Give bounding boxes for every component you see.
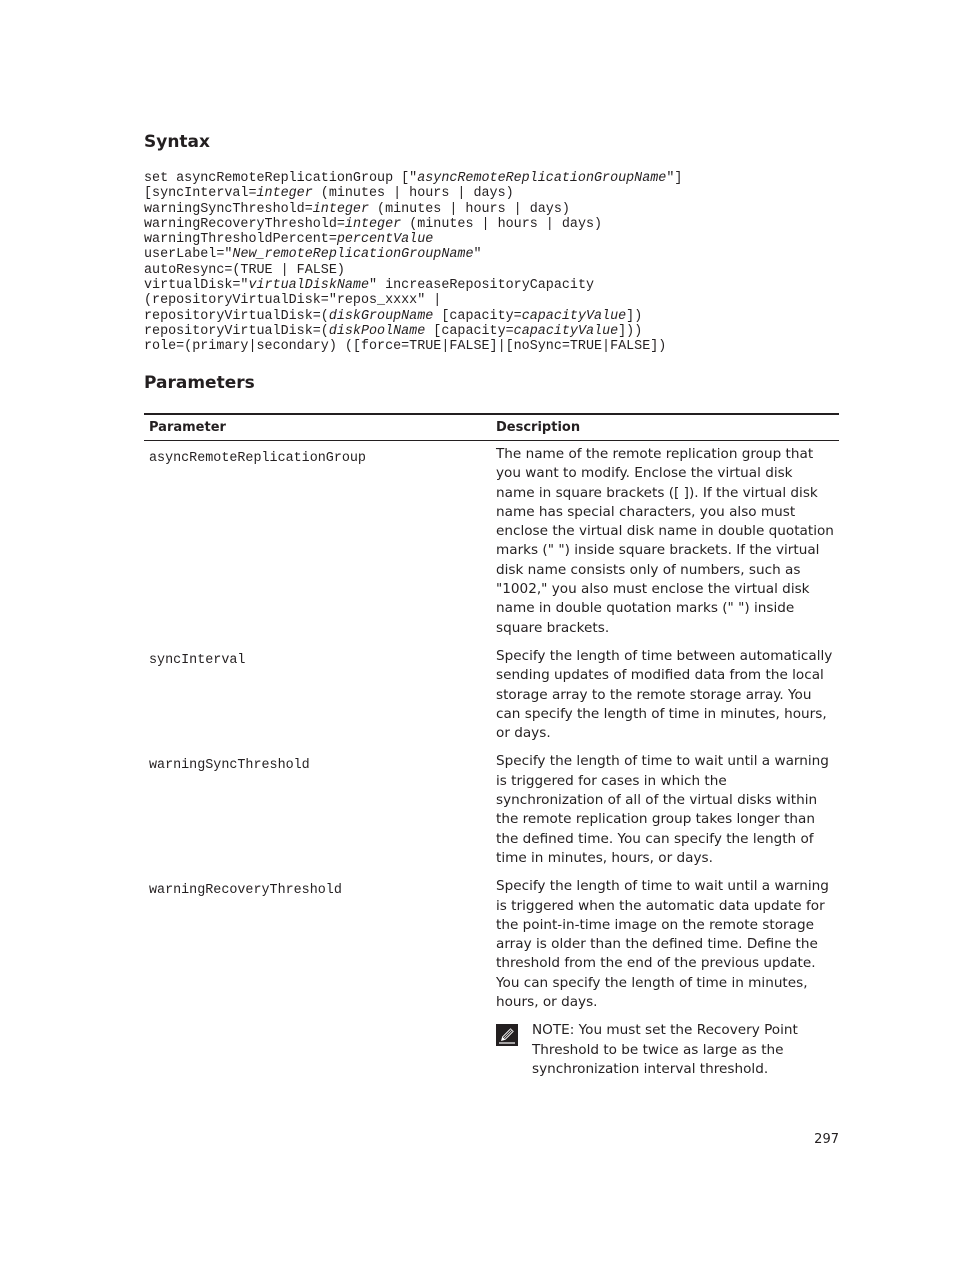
syntax-placeholder: virtualDiskName: [248, 278, 370, 294]
syntax-text: repositoryVirtualDisk=(: [144, 308, 329, 324]
syntax-text: (minutes | hours | days): [369, 201, 570, 217]
syntax-text: ])): [618, 323, 643, 339]
syntax-placeholder: capacityValue: [521, 308, 627, 324]
table-row: [144, 445, 839, 638]
syntax-placeholder: diskPoolName: [328, 323, 426, 339]
parameters-heading: Parameters: [144, 373, 255, 393]
parameter-name: syncInterval: [149, 652, 246, 668]
parameter-description: Specify the length of time between automatically sending updates of modified data from the local storage array to the remote storage array. You can specify the length of time in minutes, hours, or days.: [496, 647, 833, 742]
syntax-text: set asyncRemoteReplicationGroup [": [144, 171, 418, 186]
syntax-text: "]: [666, 171, 683, 186]
syntax-placeholder: diskGroupName: [328, 308, 434, 324]
parameters-table: [144, 413, 839, 1088]
parameter-name: warningSyncThreshold: [149, 758, 310, 774]
table-row: [144, 752, 839, 868]
note-callout: [496, 1021, 835, 1079]
syntax-placeholder: New_remoteReplicationGroupName: [232, 247, 474, 263]
syntax-placeholder: integer: [344, 216, 402, 232]
syntax-code-block: [144, 171, 844, 355]
syntax-text: repositoryVirtualDisk=(: [144, 323, 329, 339]
syntax-placeholder: integer: [312, 201, 369, 217]
syntax-text: autoResync=(TRUE | FALSE): [144, 262, 345, 278]
parameter-description: Specify the length of time to wait until a warning is triggered when the automatic data update for the point-in-time image on the remote storage array is older than the defined time. Define the threshold from the end of the previous update. You can specify the length of time in minutes, hours, or days.: [496, 878, 829, 1011]
syntax-heading: Syntax: [144, 132, 210, 152]
syntax-text: warningSyncThreshold=: [144, 201, 313, 217]
syntax-text: [capacity=: [433, 308, 522, 324]
syntax-text: warningRecoveryThreshold=: [144, 216, 345, 232]
syntax-text: [capacity=: [425, 323, 514, 339]
syntax-text: role=(primary|secondary) ([force=TRUE|FALSE]|[noSync=TRUE|FALSE]): [144, 339, 667, 355]
note-body: You must set the Recovery Point Threshold to be twice as large as the synchronization interval threshold.: [532, 1022, 798, 1077]
syntax-text: virtualDisk=": [144, 278, 249, 294]
table-header: [144, 413, 839, 441]
parameter-name: warningRecoveryThreshold: [149, 883, 342, 899]
syntax-text: ": [473, 247, 482, 263]
note-text: [532, 1021, 835, 1079]
syntax-placeholder: asyncRemoteReplicationGroupName: [417, 171, 667, 186]
syntax-placeholder: capacityValue: [513, 323, 619, 339]
column-header-parameter: Parameter: [149, 420, 226, 435]
parameter-description: Specify the length of time to wait until a warning is triggered for cases in which the synchronization of all of the virtual disks within the remote replication group takes longer than the defined time. You can specify the length of time in minutes, hours, or days.: [496, 753, 829, 866]
note-label: NOTE:: [532, 1022, 575, 1039]
table-row: [144, 647, 839, 743]
syntax-text: userLabel=": [144, 247, 233, 263]
parameter-description-cell: [491, 877, 839, 1079]
syntax-placeholder: integer: [256, 186, 313, 202]
syntax-text: [syncInterval=: [144, 186, 257, 202]
parameter-description: The name of the remote replication group that you want to modify. Enclose the virtual disk name in square brackets ([ ]). If the virtual disk name has special characters, you also must enclose the virtual disk name in double quotation marks (" ") inside square brackets. If the virtual disk name consists only of numbers, such as "1002," you also must enclose the virtual disk name in double quotation marks (" ") inside square brackets.: [496, 446, 834, 636]
syntax-text: (minutes | hours | days): [401, 216, 603, 232]
syntax-text: ]): [626, 308, 643, 324]
parameter-name: asyncRemoteReplicationGroup: [149, 451, 366, 466]
syntax-placeholder: percentValue: [336, 232, 434, 248]
column-header-description: Description: [496, 420, 581, 435]
syntax-text: (minutes | hours | days): [312, 186, 514, 202]
note-pencil-icon: [496, 1024, 518, 1046]
syntax-text: (repositoryVirtualDisk="repos_xxxx" |: [144, 293, 442, 309]
syntax-text: warningThresholdPercent=: [144, 232, 337, 248]
syntax-text: " increaseRepositoryCapacity: [369, 278, 595, 294]
table-row: [144, 877, 839, 1079]
page-number: 297: [814, 1132, 839, 1147]
